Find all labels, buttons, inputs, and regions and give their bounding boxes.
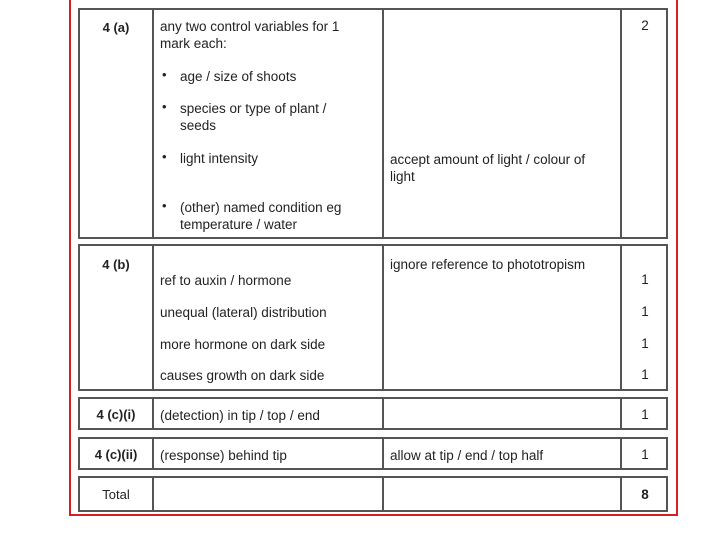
extra-info: allow at tip / end / top half — [390, 448, 544, 463]
question-number: 4 (c)(i) — [96, 407, 136, 422]
bullet-icon: • — [162, 99, 167, 114]
mark-value: 1 — [641, 336, 649, 351]
total-mark: 8 — [641, 487, 649, 502]
bullet-text: seeds — [180, 118, 217, 133]
answer-line: mark each: — [160, 36, 227, 51]
mark-value: 1 — [641, 447, 649, 462]
mark-value: 1 — [641, 304, 649, 319]
answer-line: (detection) in tip / top / end — [160, 408, 320, 423]
bullet-text: (other) named condition eg — [180, 200, 342, 215]
mark-value: 1 — [641, 367, 649, 382]
row-4c-i — [78, 397, 668, 430]
question-number: 4 (c)(ii) — [94, 447, 138, 462]
bullet-icon: • — [162, 198, 167, 213]
mark-value: 1 — [641, 407, 649, 422]
mark-value: 1 — [641, 272, 649, 287]
extra-info: light — [390, 169, 415, 184]
answer-line: more hormone on dark side — [160, 337, 326, 352]
answer-line: any two control variables for 1 — [160, 19, 340, 34]
question-number: 4 (a) — [102, 20, 130, 35]
bullet-text: age / size of shoots — [180, 69, 297, 84]
answer-line: ref to auxin / hormone — [160, 273, 292, 288]
row-4a — [78, 8, 668, 239]
answer-line: causes growth on dark side — [160, 368, 325, 383]
answer-line: (response) behind tip — [160, 448, 287, 463]
total-label: Total — [102, 487, 130, 502]
bullet-icon: • — [162, 149, 167, 164]
bullet-icon: • — [162, 67, 167, 82]
bullet-text: species or type of plant / — [180, 101, 327, 116]
row-4c-ii — [78, 437, 668, 470]
row-4b — [78, 244, 668, 391]
extra-info: ignore reference to phototropism — [390, 257, 586, 272]
mark-value: 2 — [641, 18, 649, 33]
answer-line: unequal (lateral) distribution — [160, 305, 327, 320]
row-total — [78, 476, 668, 512]
bullet-text: temperature / water — [180, 217, 298, 232]
bullet-text: light intensity — [180, 151, 259, 166]
question-number: 4 (b) — [102, 257, 130, 272]
extra-info: accept amount of light / colour of — [390, 152, 586, 167]
